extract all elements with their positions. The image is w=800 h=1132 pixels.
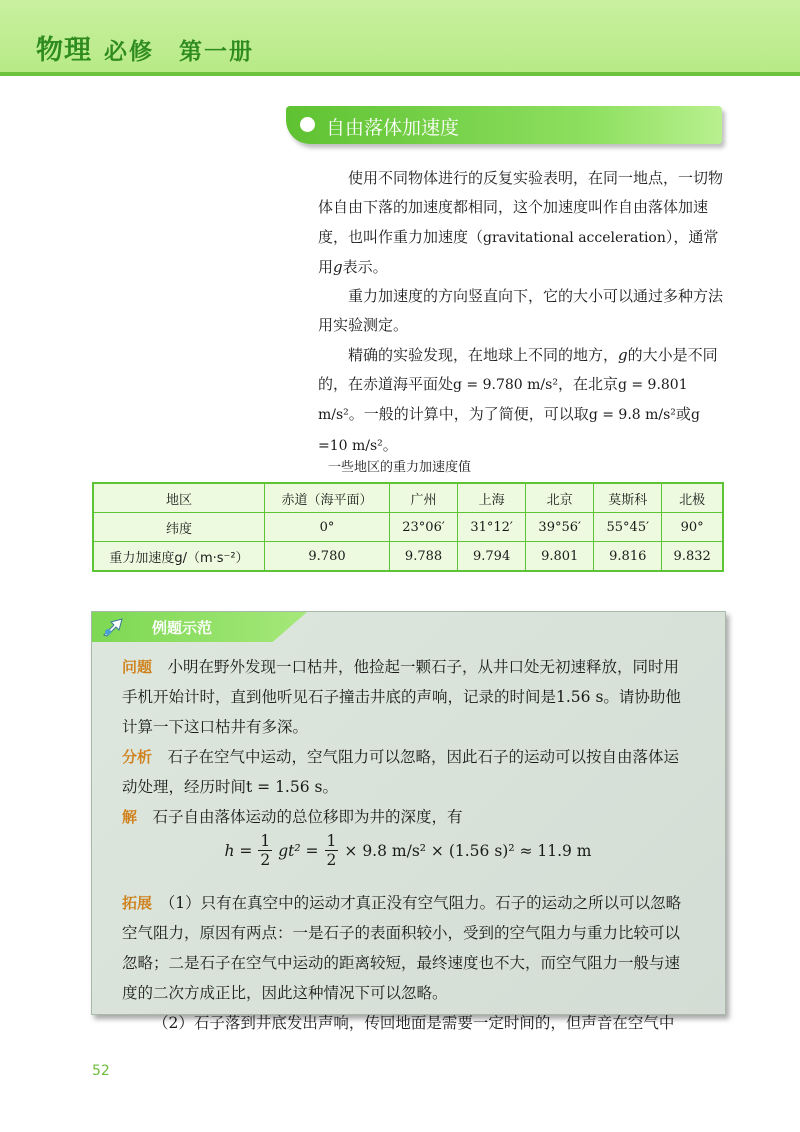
p3-equation-4: g =10 m/s² [318,407,700,454]
p3-text-a: 精确的实验发现，在地球上不同的地方， [348,345,619,364]
paragraph-2: 重力加速度的方向竖直向下，它的大小可以通过多种方法用实验测定。 [318,287,724,335]
question-paragraph [122,652,694,742]
p3-symbol: g [618,345,628,364]
p3-text-c: ，在北京 [557,375,618,394]
table-cell: 纬度 [93,513,265,542]
table-cell: 广州 [390,483,458,513]
p3-text-b: 的大小是不同的，在赤道海平面处 [318,345,718,394]
p1-text-c: 表示。 [342,257,388,276]
analysis-text: 石子在空气中运动，空气阻力可以忽略，因此石子的运动可以按自由落体运动处理，经历时间t = 1.56 s。 [122,748,680,796]
book-title-sub: 必修 第一册 [104,39,254,65]
table-cell: 0° [265,513,390,542]
example-text [122,652,694,1038]
fraction-2-numerator: 1 [326,832,337,850]
bullet-icon [300,117,315,132]
solution-text: 石子自由落体运动的总位移即为井的深度，有 [152,808,463,826]
p1-text-a: 使用不同物体进行的反复实验表明，在同一地点，一切物体自由下落的加速度都相同，这个加速度叫作自由落体加速度，也叫作重力加速度（ [318,169,724,246]
extension-paragraph-2: （2）石子落到井底发出声响，传回地面是需要一定时间的，但声音在空气中 [153,1014,675,1032]
table-cell: 北京 [526,483,594,513]
table-cell: 9.794 [458,542,526,572]
p3-equation-2: g = 9.801 m/s² [318,377,688,424]
formula-rhs: × 9.8 m/s² × (1.56 s)² ≈ 11.9 m [344,841,592,860]
paragraph-3 [318,341,728,461]
p1-text-b: ），通常用 [318,227,719,276]
p3-text-d: 。一般的计算中，为了简便，可以取 [348,405,589,424]
table-cell: 9.801 [526,542,594,572]
question-text: 小明在野外发现一口枯井，他捡起一颗石子，从井口处无初速释放，同时用手机开始计时，直到他听见石子撞击井底的声响，记录的时间是1.56 s。请协助他计算一下这口枯井有多深。 [122,658,681,736]
fraction-1-denominator: 2 [260,851,271,869]
fraction-2-denominator: 2 [326,851,337,869]
solution-tag: 解 [122,808,138,826]
fraction-1 [258,832,272,869]
table-caption: 一些地区的重力加速度值 [327,460,471,475]
example-box [91,611,726,1032]
analysis-paragraph [122,742,694,802]
formula-expression [224,832,591,869]
table-cell: 北极 [662,483,723,513]
p1-symbol: g [333,257,343,276]
table-cell: 重力加速度g/（m·s⁻²） [93,542,265,572]
extension-paragraph-1 [122,888,694,1008]
extension-tag: 拓展 [122,894,153,912]
gravity-table [92,482,724,572]
paragraph-1 [318,164,728,282]
analysis-tag: 分析 [122,748,153,766]
table-cell: 90° [662,513,723,542]
table-row-header [93,483,723,513]
p1-english-term: gravitational acceleration [483,229,666,246]
table-cell: 23°06′ [390,513,458,542]
table-cell: 9.832 [662,542,723,572]
extension-text-1: （1）只有在真空中的运动才真正没有空气阻力。石子的运动之所以可以忽略空气阻力，原因有两点：一是石子的表面积较小，受到的空气阻力与重力比较可以忽略；二是石子在空气中运动的距离较短，最终速度也不大，而空气阻力一般与速度的二次方成正比，因此这种情况下可以忽略。 [122,894,682,1002]
page-number: 52 [92,1063,110,1079]
table-cell: 上海 [458,483,526,513]
table-cell: 莫斯科 [594,483,662,513]
table-cell: 9.788 [390,542,458,572]
table-cell: 地区 [93,483,265,513]
table-cell: 31°12′ [458,513,526,542]
p3-text-e: 或 [675,405,691,424]
table-cell: 39°56′ [526,513,594,542]
table-cell: 55°45′ [594,513,662,542]
p3-equation-3: g = 9.8 m/s² [588,407,676,424]
solution-paragraph [122,802,694,832]
table-row-latitude [93,513,723,542]
section-heading [286,106,722,144]
fraction-1-numerator: 1 [260,832,271,850]
formula-lhs: h = [224,841,253,860]
table-cell: 9.780 [265,542,390,572]
section-title: 自由落体加速度 [326,117,460,139]
question-tag: 问题 [122,658,153,676]
arrow-icon [102,617,128,637]
example-tab-label: 例题示范 [152,619,213,637]
formula [122,832,694,888]
p3-equation-1: g = 9.780 m/s² [453,377,558,394]
formula-mid: gt² = [278,841,319,860]
table-cell: 赤道（海平面） [265,483,390,513]
body-text [318,164,728,461]
book-title-main: 物理 [36,35,92,66]
table-row-gravity [93,542,723,572]
table-cell: 9.816 [594,542,662,572]
fraction-2 [325,832,339,869]
p3-text-f: 。 [382,435,398,454]
book-title [36,28,254,67]
